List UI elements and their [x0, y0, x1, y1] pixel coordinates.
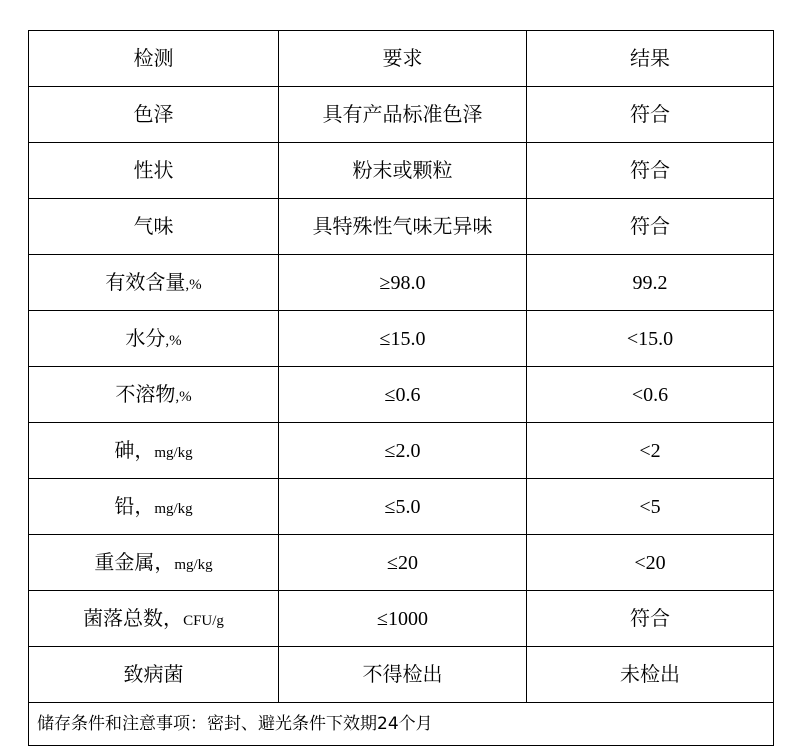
cell-result: 符合 [527, 87, 774, 143]
item-name: 砷， [114, 439, 155, 462]
table-row [29, 199, 774, 255]
item-unit: mg/kg [154, 444, 193, 461]
cell-item [29, 367, 279, 423]
cell-result: 符合 [527, 591, 774, 647]
table-header-row [29, 31, 774, 87]
item-name: 有效含量 [105, 271, 186, 294]
column-header-result: 结果 [527, 31, 774, 87]
cell-result: 未检出 [527, 647, 774, 703]
item-name: 性状 [133, 159, 174, 182]
cell-result: 99.2 [527, 255, 774, 311]
table-row [29, 423, 774, 479]
cell-item [29, 479, 279, 535]
item-unit: ,% [185, 276, 202, 293]
table-row [29, 255, 774, 311]
cell-requirement: ≤15.0 [279, 311, 527, 367]
table-row [29, 479, 774, 535]
item-name: 不溶物 [115, 383, 176, 406]
cell-requirement: 具有产品标准色泽 [279, 87, 527, 143]
item-name: 水分 [125, 327, 166, 350]
cell-result: <2 [527, 423, 774, 479]
specification-table [28, 30, 774, 746]
cell-requirement: ≤2.0 [279, 423, 527, 479]
cell-item [29, 87, 279, 143]
cell-result: <0.6 [527, 367, 774, 423]
item-name: 铅， [114, 495, 155, 518]
table-note-row [29, 703, 774, 746]
cell-result: <20 [527, 535, 774, 591]
cell-requirement: ≥98.0 [279, 255, 527, 311]
cell-result: 符合 [527, 199, 774, 255]
item-unit: mg/kg [174, 556, 213, 573]
item-unit: ,% [165, 332, 182, 349]
table-row [29, 367, 774, 423]
column-header-item: 检测 [29, 31, 279, 87]
item-name: 重金属， [94, 551, 175, 574]
cell-requirement: 具特殊性气味无异味 [279, 199, 527, 255]
cell-item [29, 647, 279, 703]
cell-item [29, 591, 279, 647]
table-row [29, 647, 774, 703]
cell-item [29, 423, 279, 479]
cell-result: 符合 [527, 143, 774, 199]
item-name: 致病菌 [123, 663, 184, 686]
item-unit: mg/kg [154, 500, 193, 517]
cell-item [29, 535, 279, 591]
cell-requirement: ≤5.0 [279, 479, 527, 535]
cell-requirement: 不得检出 [279, 647, 527, 703]
cell-requirement: ≤0.6 [279, 367, 527, 423]
item-name: 菌落总数， [83, 607, 184, 630]
cell-requirement: ≤1000 [279, 591, 527, 647]
item-name: 色泽 [133, 103, 174, 126]
item-name: 气味 [133, 215, 174, 238]
table-row [29, 591, 774, 647]
cell-requirement: 粉末或颗粒 [279, 143, 527, 199]
cell-item [29, 311, 279, 367]
storage-note: 储存条件和注意事项：密封、避光条件下效期24个月 [29, 703, 774, 746]
cell-requirement: ≤20 [279, 535, 527, 591]
cell-result: <5 [527, 479, 774, 535]
cell-item [29, 199, 279, 255]
cell-result: <15.0 [527, 311, 774, 367]
table-row [29, 311, 774, 367]
cell-item [29, 255, 279, 311]
item-unit: ,% [175, 388, 192, 405]
table-row [29, 143, 774, 199]
column-header-requirement: 要求 [279, 31, 527, 87]
item-unit: CFU/g [183, 612, 224, 629]
table-row [29, 535, 774, 591]
table-row [29, 87, 774, 143]
cell-item [29, 143, 279, 199]
